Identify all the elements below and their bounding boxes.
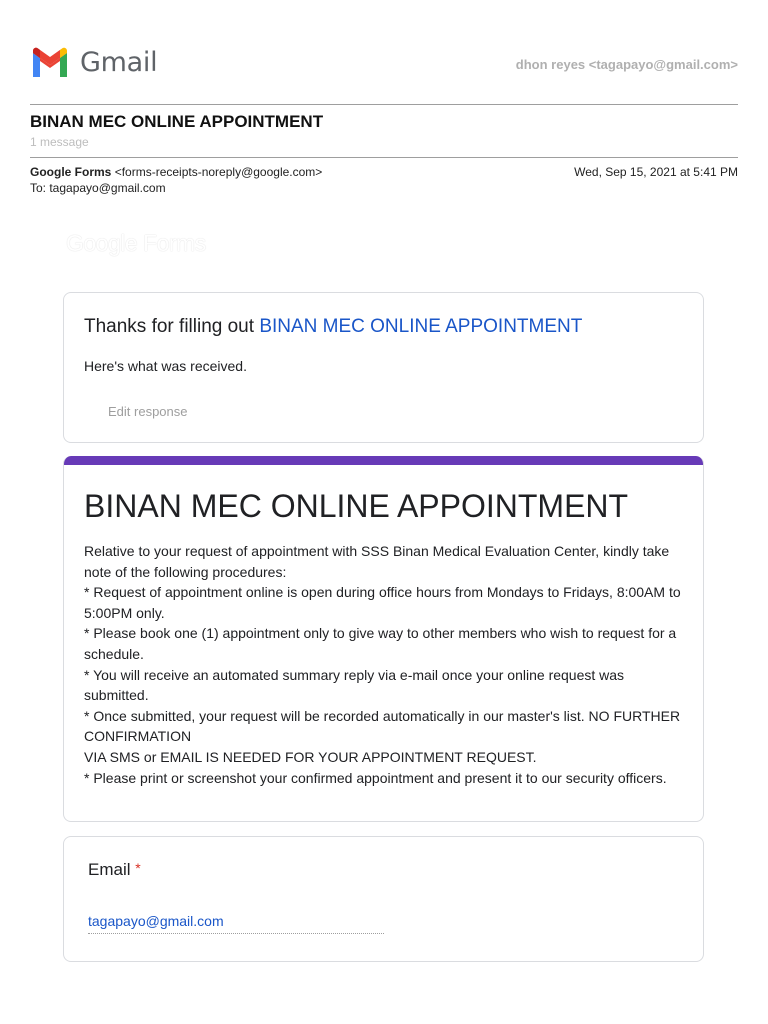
google-forms-logo: Google Forms (66, 230, 206, 256)
sender-email: <forms-receipts-noreply@google.com> (114, 165, 323, 179)
edit-response-button[interactable]: Edit response (108, 404, 188, 419)
message-date: Wed, Sep 15, 2021 at 5:41 PM (574, 165, 738, 179)
description-line: * Please book one (1) appointment only to give way to other members who wish to request for a (84, 625, 677, 642)
account-label: dhon reyes <tagapayo@gmail.com> (515, 57, 738, 72)
required-asterisk: * (135, 860, 141, 876)
thread-subject: BINAN MEC ONLINE APPOINTMENT (30, 112, 324, 131)
form-title-link[interactable]: BINAN MEC ONLINE APPOINTMENT (259, 316, 583, 337)
header-divider (30, 104, 738, 105)
gmail-logo-icon (30, 46, 70, 78)
email-question-card (63, 836, 704, 962)
email-label-text: Email (88, 860, 131, 879)
description-line: VIA SMS or EMAIL IS NEEDED FOR YOUR APPOINTMENT REQUEST. (84, 748, 537, 765)
form-title: BINAN MEC ONLINE APPOINTMENT (84, 488, 629, 524)
form-accent-bar (63, 456, 704, 465)
email-answer-underline (88, 933, 384, 934)
message-count: 1 message (30, 135, 89, 149)
thanks-prefix: Thanks for filling out (84, 316, 260, 337)
description-line: note of the following procedures: (84, 563, 287, 580)
received-text: Here's what was received. (84, 358, 247, 374)
gmail-header (30, 44, 738, 84)
gmail-wordmark: Gmail (80, 47, 158, 78)
description-line: * You will receive an automated summary reply via e-mail once your online request was (84, 666, 625, 683)
description-line: * Request of appointment online is open during office hours from Mondays to Fridays, 8:00AM to (84, 584, 681, 601)
thanks-heading (84, 316, 582, 338)
form-header-card (63, 456, 704, 822)
sender-line (30, 165, 322, 179)
recipient-line: To: tagapayo@gmail.com (30, 181, 166, 195)
form-description (84, 541, 692, 788)
description-line: * Please print or screenshot your confirmed appointment and present it to our security officers. (84, 769, 667, 786)
sender-name: Google Forms (30, 165, 112, 179)
message-divider (30, 157, 738, 158)
email-question-label (88, 860, 141, 880)
description-line: schedule. (84, 645, 144, 662)
thanks-card (63, 292, 704, 443)
description-line: submitted. (84, 687, 149, 704)
description-line: * Once submitted, your request will be recorded automatically in our master's list. NO FURTHER (84, 707, 681, 724)
description-line: Relative to your request of appointment with SSS Binan Medical Evaluation Center, kindly take (84, 543, 670, 559)
description-line: 5:00PM only. (84, 604, 165, 621)
description-line: CONFIRMATION (84, 728, 192, 745)
email-answer-link[interactable]: tagapayo@gmail.com (88, 913, 224, 929)
